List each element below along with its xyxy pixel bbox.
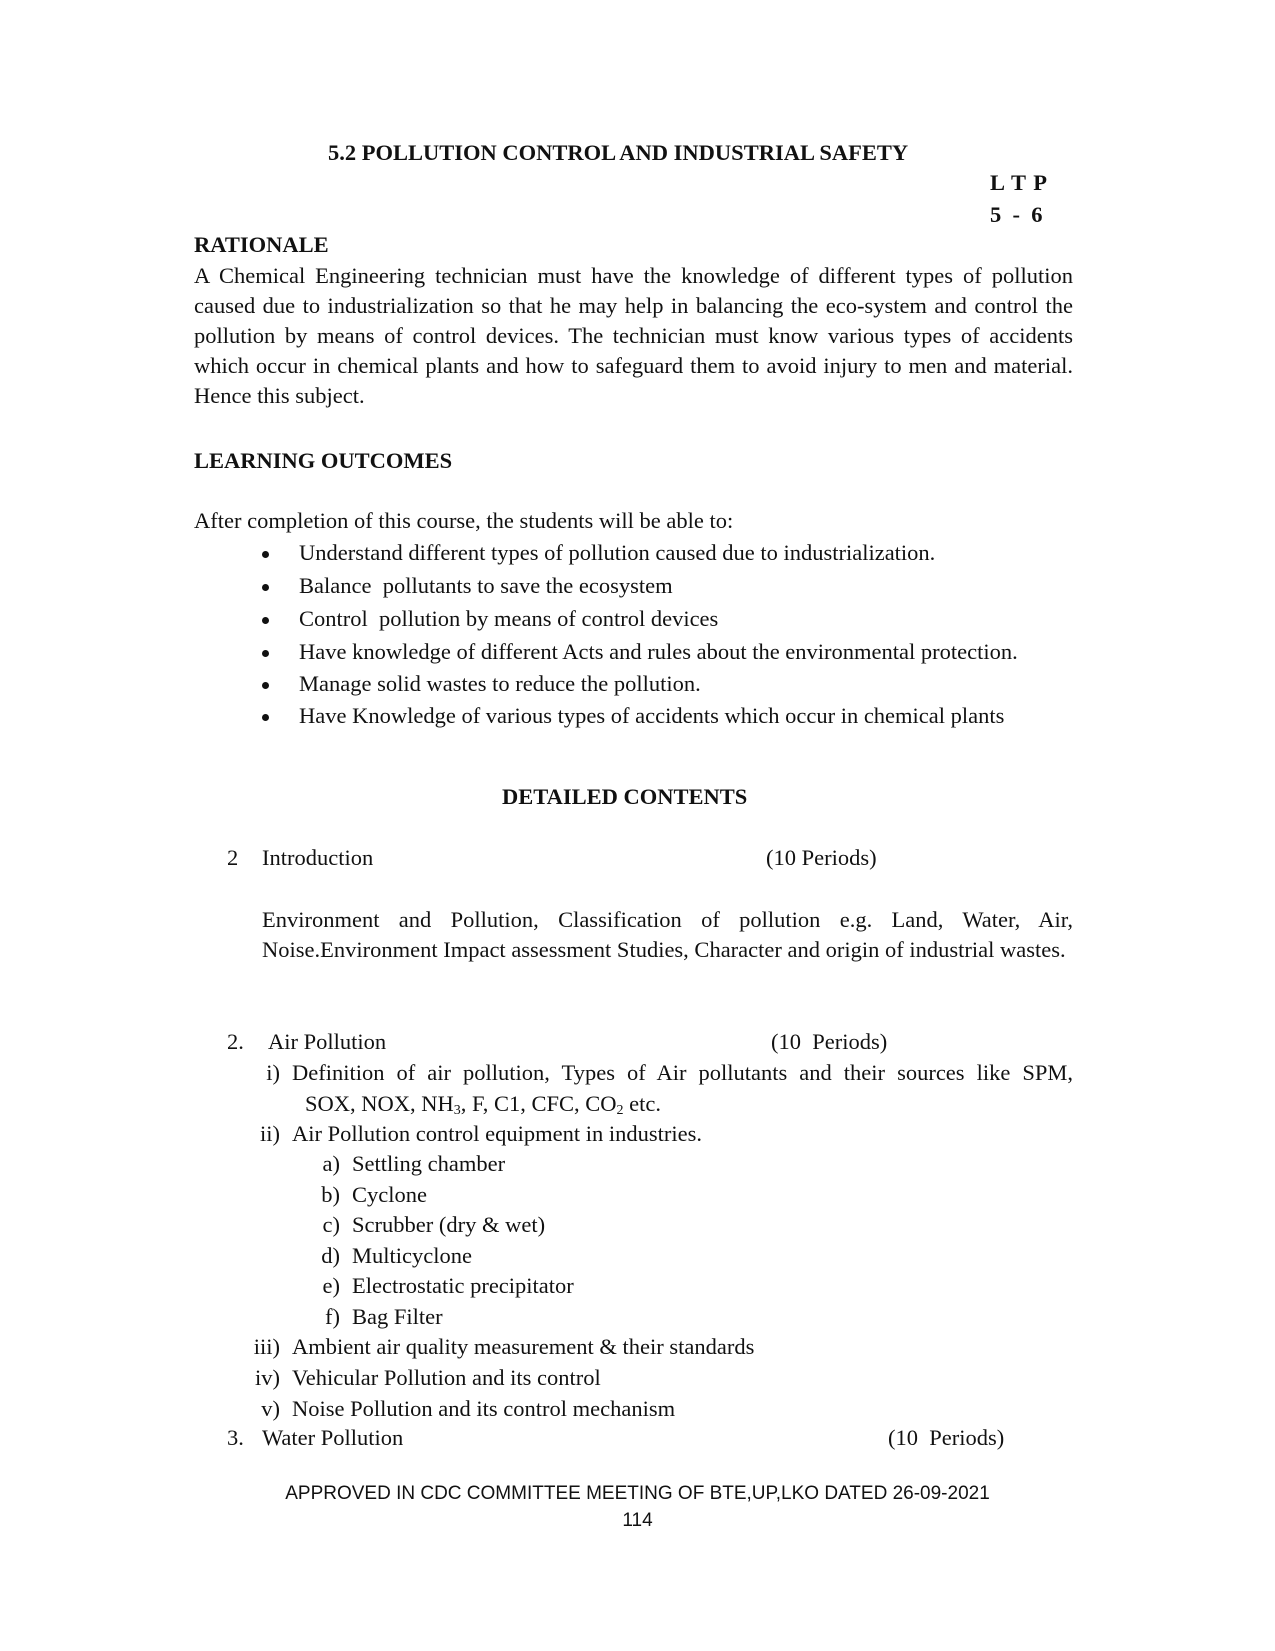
rationale-text: A Chemical Engineering technician must have the knowledge of different types of pollution caused due to industrialization so that he may help in balancing the eco-system and control the pollution by means of control devices. The technician must know various types of accidents which occur in chemical plants and how to safeguard them to avoid injury to men and material. Hence this subject. (194, 263, 1073, 408)
unit-periods: (10 Periods) (888, 1425, 1005, 1450)
bullet-icon (262, 682, 269, 689)
unit-description: Environment and Pollution, Classification of pollution e.g. Land, Water, Air, Noise.Environment Impact assessment Studies, Character and origin of industrial wastes. (262, 907, 1073, 962)
unit-title: Air Pollution (268, 1029, 387, 1054)
ltp-values: 5 - 6 (990, 202, 1043, 227)
unit-periods: (10 Periods) (766, 845, 877, 870)
unit-title: Introduction (262, 845, 374, 870)
learning-outcomes-heading: LEARNING OUTCOMES (194, 448, 453, 473)
bullet-icon (262, 584, 269, 591)
approval-footer: APPROVED IN CDC COMMITTEE MEETING OF BTE,UP,LKO DATED 26-09-2021 (285, 1483, 990, 1504)
pollutant-list: SOX, NOX, $NH_3$, F, C1, CFC, $CO_2$ etc. (305, 1091, 662, 1118)
bullet-icon (262, 650, 269, 657)
detailed-contents-heading: DETAILED CONTENTS (502, 784, 748, 809)
learning-outcomes-intro: After completion of this course, the students will be able to: (194, 508, 734, 533)
rationale-heading: RATIONALE (194, 232, 329, 257)
unit-title: Water Pollution (262, 1425, 404, 1450)
bullet-icon (262, 714, 269, 721)
unit-number: 2 (227, 845, 239, 870)
unit-number: 2. (227, 1029, 244, 1054)
bullet-icon (262, 551, 269, 558)
page-title: 5.2 POLLUTION CONTROL AND INDUSTRIAL SAFETY (328, 140, 909, 165)
unit-number: 3. (227, 1425, 244, 1450)
bullet-icon (262, 617, 269, 624)
page-number: 114 (622, 1510, 653, 1531)
unit-periods: (10 Periods) (771, 1029, 888, 1054)
ltp-header: L T P (990, 170, 1048, 195)
